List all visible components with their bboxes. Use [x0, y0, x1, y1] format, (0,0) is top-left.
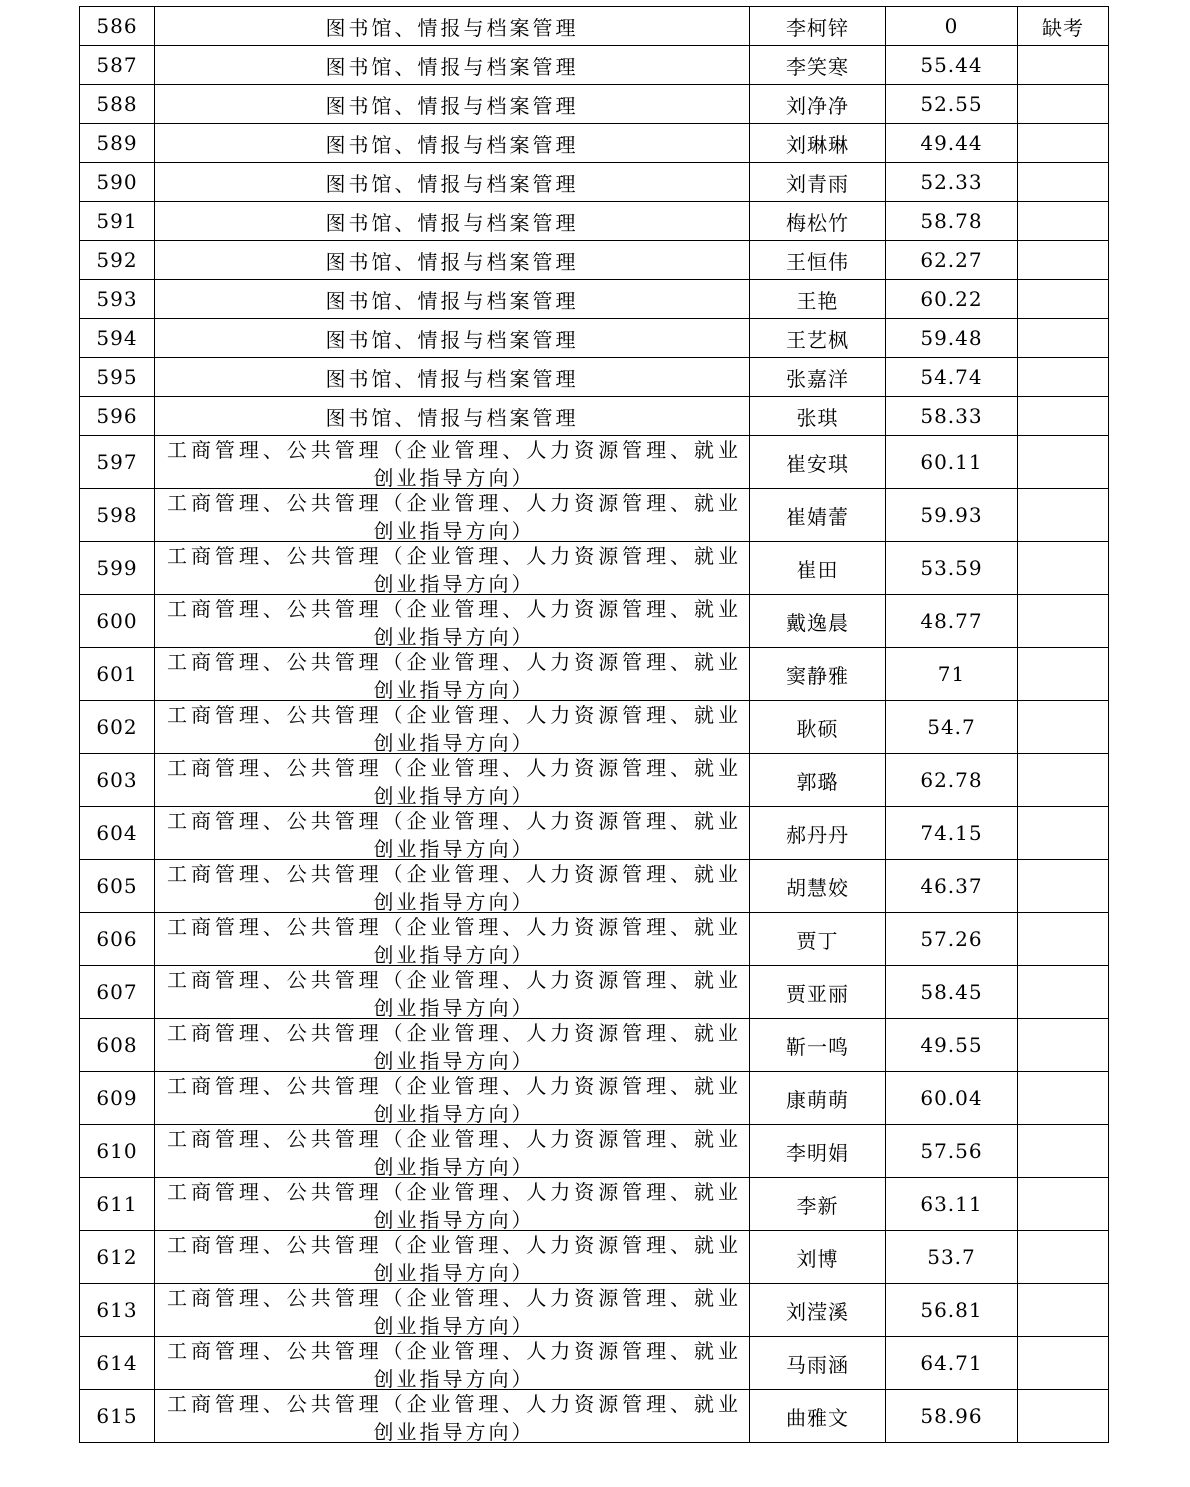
score-cell: 59.93: [886, 489, 1018, 542]
note-cell: [1018, 46, 1109, 85]
score-cell: 53.59: [886, 542, 1018, 595]
row-number-cell: 597: [80, 436, 155, 489]
major-cell: [155, 542, 750, 595]
table-row: [80, 202, 1109, 241]
score-cell: 48.77: [886, 595, 1018, 648]
major-text: 图书馆、情报与档案管理: [325, 15, 579, 40]
major-text: 工商管理、公共管理（企业管理、人力资源管理、就业创业指导方向）: [167, 756, 741, 807]
name-cell: 王艺枫: [750, 319, 886, 358]
table-row: [80, 966, 1109, 1019]
major-cell: [155, 1178, 750, 1231]
major-cell: [155, 701, 750, 754]
row-number-cell: 600: [80, 595, 155, 648]
name-cell: 靳一鸣: [750, 1019, 886, 1072]
table-row: [80, 319, 1109, 358]
table-row: [80, 85, 1109, 124]
major-text: 工商管理、公共管理（企业管理、人力资源管理、就业创业指导方向）: [167, 1180, 741, 1231]
major-text: 图书馆、情报与档案管理: [325, 366, 579, 391]
major-cell: [155, 85, 750, 124]
row-number-cell: 608: [80, 1019, 155, 1072]
major-text: 工商管理、公共管理（企业管理、人力资源管理、就业创业指导方向）: [167, 438, 741, 489]
table-row: [80, 1337, 1109, 1390]
score-cell: 58.33: [886, 397, 1018, 436]
major-cell: [155, 202, 750, 241]
table-row: [80, 489, 1109, 542]
major-text: 工商管理、公共管理（企业管理、人力资源管理、就业创业指导方向）: [167, 650, 741, 701]
row-number-cell: 588: [80, 85, 155, 124]
score-cell: 49.44: [886, 124, 1018, 163]
row-number-cell: 614: [80, 1337, 155, 1390]
name-cell: 戴逸晨: [750, 595, 886, 648]
score-cell: 59.48: [886, 319, 1018, 358]
row-number-cell: 591: [80, 202, 155, 241]
score-cell: 57.56: [886, 1125, 1018, 1178]
major-text: 工商管理、公共管理（企业管理、人力资源管理、就业创业指导方向）: [167, 915, 741, 966]
name-cell: 李新: [750, 1178, 886, 1231]
row-number-cell: 610: [80, 1125, 155, 1178]
major-cell: [155, 163, 750, 202]
major-cell: [155, 280, 750, 319]
score-cell: 57.26: [886, 913, 1018, 966]
table-row: [80, 807, 1109, 860]
table-row: [80, 397, 1109, 436]
note-cell: [1018, 1019, 1109, 1072]
score-cell: 52.55: [886, 85, 1018, 124]
table-row: [80, 280, 1109, 319]
major-cell: [155, 124, 750, 163]
row-number-cell: 596: [80, 397, 155, 436]
name-cell: 耿硕: [750, 701, 886, 754]
score-cell: 58.78: [886, 202, 1018, 241]
major-text: 图书馆、情报与档案管理: [325, 249, 579, 274]
major-cell: [155, 1231, 750, 1284]
score-cell: 64.71: [886, 1337, 1018, 1390]
major-text: 工商管理、公共管理（企业管理、人力资源管理、就业创业指导方向）: [167, 1233, 741, 1284]
major-text: 工商管理、公共管理（企业管理、人力资源管理、就业创业指导方向）: [167, 1074, 741, 1125]
table-row: [80, 358, 1109, 397]
row-number-cell: 605: [80, 860, 155, 913]
major-cell: [155, 1284, 750, 1337]
score-cell: 60.11: [886, 436, 1018, 489]
major-text: 工商管理、公共管理（企业管理、人力资源管理、就业创业指导方向）: [167, 1392, 741, 1443]
row-number-cell: 590: [80, 163, 155, 202]
score-cell: 60.04: [886, 1072, 1018, 1125]
table-row: [80, 1019, 1109, 1072]
major-cell: [155, 1019, 750, 1072]
note-cell: [1018, 1178, 1109, 1231]
table-row: [80, 436, 1109, 489]
row-number-cell: 599: [80, 542, 155, 595]
name-cell: 曲雅文: [750, 1390, 886, 1443]
row-number-cell: 587: [80, 46, 155, 85]
table-row: [80, 1072, 1109, 1125]
major-text: 图书馆、情报与档案管理: [325, 210, 579, 235]
major-cell: [155, 1337, 750, 1390]
note-cell: [1018, 358, 1109, 397]
row-number-cell: 592: [80, 241, 155, 280]
note-cell: [1018, 913, 1109, 966]
table-row: [80, 542, 1109, 595]
name-cell: 刘琳琳: [750, 124, 886, 163]
name-cell: 刘青雨: [750, 163, 886, 202]
table-row: [80, 913, 1109, 966]
name-cell: 窦静雅: [750, 648, 886, 701]
row-number-cell: 611: [80, 1178, 155, 1231]
major-cell: [155, 807, 750, 860]
note-cell: [1018, 241, 1109, 280]
note-cell: [1018, 860, 1109, 913]
table-body: [80, 7, 1109, 1443]
major-cell: [155, 860, 750, 913]
major-cell: [155, 241, 750, 280]
name-cell: 王恒伟: [750, 241, 886, 280]
name-cell: 贾亚丽: [750, 966, 886, 1019]
note-cell: [1018, 202, 1109, 241]
table-row: [80, 1125, 1109, 1178]
note-cell: [1018, 701, 1109, 754]
note-cell: [1018, 1390, 1109, 1443]
note-cell: [1018, 85, 1109, 124]
table-row: [80, 7, 1109, 46]
name-cell: 郝丹丹: [750, 807, 886, 860]
name-cell: 王艳: [750, 280, 886, 319]
score-cell: 56.81: [886, 1284, 1018, 1337]
row-number-cell: 615: [80, 1390, 155, 1443]
note-cell: [1018, 124, 1109, 163]
row-number-cell: 601: [80, 648, 155, 701]
score-cell: 63.11: [886, 1178, 1018, 1231]
table-row: [80, 241, 1109, 280]
score-table: [79, 6, 1109, 1443]
name-cell: 刘净净: [750, 85, 886, 124]
row-number-cell: 595: [80, 358, 155, 397]
major-cell: [155, 966, 750, 1019]
major-cell: [155, 7, 750, 46]
score-cell: 58.96: [886, 1390, 1018, 1443]
major-text: 工商管理、公共管理（企业管理、人力资源管理、就业创业指导方向）: [167, 703, 741, 754]
major-cell: [155, 913, 750, 966]
major-text: 图书馆、情报与档案管理: [325, 93, 579, 118]
name-cell: 崔安琪: [750, 436, 886, 489]
row-number-cell: 602: [80, 701, 155, 754]
major-text: 图书馆、情报与档案管理: [325, 288, 579, 313]
table-row: [80, 648, 1109, 701]
table-row: [80, 1178, 1109, 1231]
note-cell: [1018, 1337, 1109, 1390]
major-text: 工商管理、公共管理（企业管理、人力资源管理、就业创业指导方向）: [167, 1286, 741, 1337]
table-row: [80, 701, 1109, 754]
note-cell: [1018, 648, 1109, 701]
name-cell: 梅松竹: [750, 202, 886, 241]
table-row: [80, 124, 1109, 163]
note-cell: [1018, 1284, 1109, 1337]
major-cell: [155, 1390, 750, 1443]
score-cell: 54.74: [886, 358, 1018, 397]
major-text: 图书馆、情报与档案管理: [325, 327, 579, 352]
row-number-cell: 607: [80, 966, 155, 1019]
major-text: 图书馆、情报与档案管理: [325, 54, 579, 79]
major-cell: [155, 397, 750, 436]
name-cell: 康萌萌: [750, 1072, 886, 1125]
major-text: 工商管理、公共管理（企业管理、人力资源管理、就业创业指导方向）: [167, 1127, 741, 1178]
table-row: [80, 163, 1109, 202]
score-cell: 0: [886, 7, 1018, 46]
row-number-cell: 589: [80, 124, 155, 163]
score-cell: 62.27: [886, 241, 1018, 280]
score-cell: 74.15: [886, 807, 1018, 860]
name-cell: 李明娟: [750, 1125, 886, 1178]
major-cell: [155, 1125, 750, 1178]
major-text: 工商管理、公共管理（企业管理、人力资源管理、就业创业指导方向）: [167, 491, 741, 542]
score-cell: 58.45: [886, 966, 1018, 1019]
note-cell: [1018, 397, 1109, 436]
row-number-cell: 598: [80, 489, 155, 542]
name-cell: 马雨涵: [750, 1337, 886, 1390]
score-cell: 62.78: [886, 754, 1018, 807]
row-number-cell: 594: [80, 319, 155, 358]
row-number-cell: 593: [80, 280, 155, 319]
major-cell: [155, 436, 750, 489]
name-cell: 张琪: [750, 397, 886, 436]
major-text: 图书馆、情报与档案管理: [325, 405, 579, 430]
score-cell: 53.7: [886, 1231, 1018, 1284]
note-cell: [1018, 280, 1109, 319]
name-cell: 刘滢溪: [750, 1284, 886, 1337]
major-text: 工商管理、公共管理（企业管理、人力资源管理、就业创业指导方向）: [167, 544, 741, 595]
score-cell: 52.33: [886, 163, 1018, 202]
name-cell: 胡慧姣: [750, 860, 886, 913]
score-cell: 71: [886, 648, 1018, 701]
name-cell: 郭璐: [750, 754, 886, 807]
major-text: 工商管理、公共管理（企业管理、人力资源管理、就业创业指导方向）: [167, 862, 741, 913]
row-number-cell: 606: [80, 913, 155, 966]
score-cell: 55.44: [886, 46, 1018, 85]
name-cell: 贾丁: [750, 913, 886, 966]
table-row: [80, 595, 1109, 648]
note-cell: [1018, 542, 1109, 595]
name-cell: 张嘉洋: [750, 358, 886, 397]
note-cell: [1018, 595, 1109, 648]
note-cell: [1018, 319, 1109, 358]
row-number-cell: 586: [80, 7, 155, 46]
note-cell: [1018, 966, 1109, 1019]
major-text: 工商管理、公共管理（企业管理、人力资源管理、就业创业指导方向）: [167, 597, 741, 648]
note-cell: 缺考: [1018, 7, 1109, 46]
table-row: [80, 1390, 1109, 1443]
note-cell: [1018, 163, 1109, 202]
major-text: 工商管理、公共管理（企业管理、人力资源管理、就业创业指导方向）: [167, 809, 741, 860]
row-number-cell: 603: [80, 754, 155, 807]
score-cell: 46.37: [886, 860, 1018, 913]
major-cell: [155, 46, 750, 85]
name-cell: 崔婧蕾: [750, 489, 886, 542]
row-number-cell: 612: [80, 1231, 155, 1284]
note-cell: [1018, 1125, 1109, 1178]
major-cell: [155, 595, 750, 648]
score-cell: 54.7: [886, 701, 1018, 754]
major-cell: [155, 489, 750, 542]
note-cell: [1018, 1231, 1109, 1284]
note-cell: [1018, 1072, 1109, 1125]
note-cell: [1018, 436, 1109, 489]
major-text: 图书馆、情报与档案管理: [325, 132, 579, 157]
major-text: 图书馆、情报与档案管理: [325, 171, 579, 196]
major-cell: [155, 358, 750, 397]
row-number-cell: 609: [80, 1072, 155, 1125]
major-cell: [155, 1072, 750, 1125]
row-number-cell: 604: [80, 807, 155, 860]
major-text: 工商管理、公共管理（企业管理、人力资源管理、就业创业指导方向）: [167, 1339, 741, 1390]
table-row: [80, 1231, 1109, 1284]
major-cell: [155, 648, 750, 701]
major-cell: [155, 319, 750, 358]
note-cell: [1018, 489, 1109, 542]
row-number-cell: 613: [80, 1284, 155, 1337]
table-row: [80, 754, 1109, 807]
name-cell: 李笑寒: [750, 46, 886, 85]
name-cell: 李柯锌: [750, 7, 886, 46]
score-cell: 49.55: [886, 1019, 1018, 1072]
table-row: [80, 46, 1109, 85]
name-cell: 崔田: [750, 542, 886, 595]
note-cell: [1018, 754, 1109, 807]
score-cell: 60.22: [886, 280, 1018, 319]
table-row: [80, 860, 1109, 913]
major-text: 工商管理、公共管理（企业管理、人力资源管理、就业创业指导方向）: [167, 1021, 741, 1072]
major-text: 工商管理、公共管理（企业管理、人力资源管理、就业创业指导方向）: [167, 968, 741, 1019]
name-cell: 刘博: [750, 1231, 886, 1284]
note-cell: [1018, 807, 1109, 860]
table-row: [80, 1284, 1109, 1337]
major-cell: [155, 754, 750, 807]
